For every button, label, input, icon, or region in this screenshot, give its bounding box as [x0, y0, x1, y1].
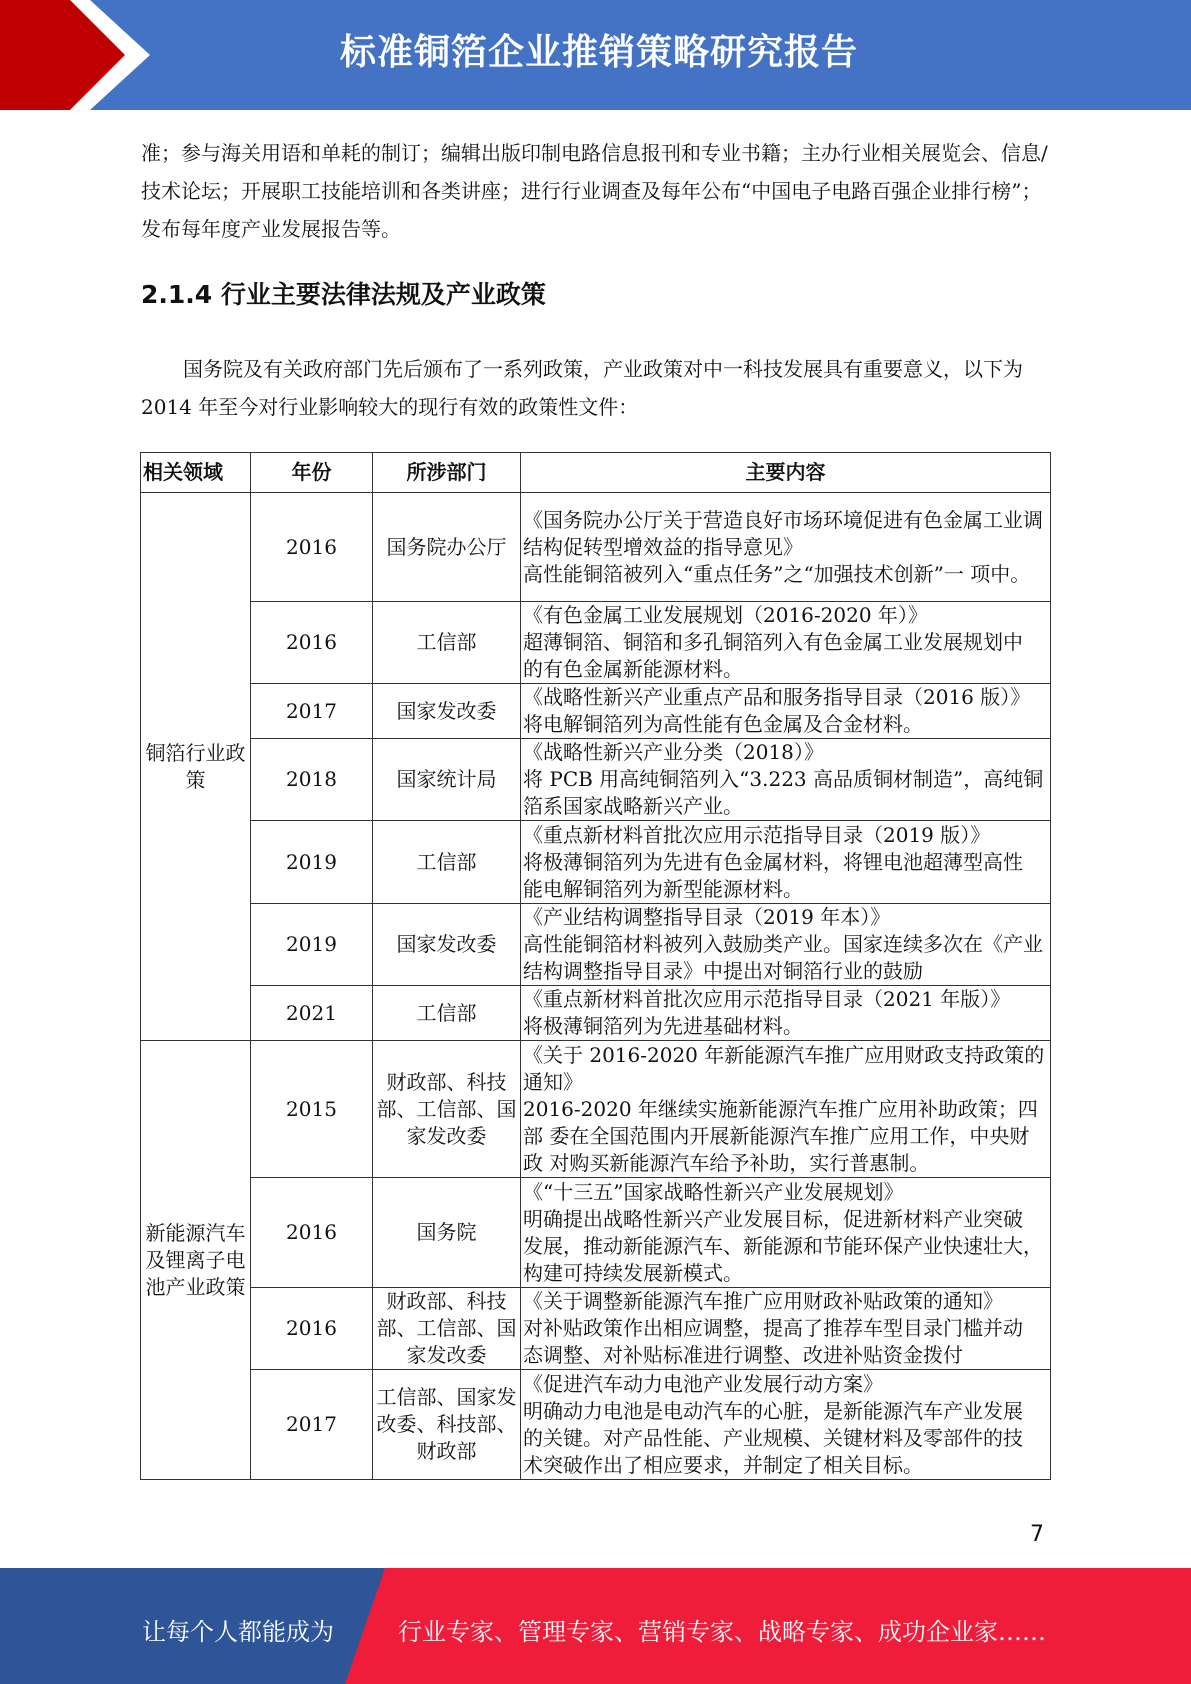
header-content: 主要内容 — [521, 453, 1051, 493]
dept-cell: 国家发改委 — [373, 684, 521, 739]
dept-cell: 财政部、科技部、工信部、国 家发改委 — [373, 1288, 521, 1370]
content-description: 超薄铜箔、铜箔和多孔铜箔列入有色金属工业发展规划中 的有色金属新能源材料。 — [523, 630, 1023, 681]
field-cell: 新能源汽车及锂离子电池产业政策 — [141, 1041, 251, 1480]
table-row — [141, 739, 1051, 821]
content-description: 将极薄铜箔列为先进有色金属材料，将锂电池超薄型高性 能电解铜箔列为新型能源材料。 — [523, 849, 1023, 901]
year-cell: 2015 — [251, 1041, 373, 1178]
document-title: 《关于调整新能源汽车推广应用财政补贴政策的通知》 — [523, 1289, 1003, 1313]
content-cell — [521, 684, 1051, 739]
table-row — [141, 493, 1051, 602]
section-heading: 2.1.4 行业主要法律法规及产业政策 — [141, 280, 546, 309]
table-row — [141, 904, 1051, 986]
year-cell: 2021 — [251, 986, 373, 1041]
content-description: 将 PCB 用高纯铜箔列入“3.223 高品质铜材制造”，高纯铜 箔系国家战略新兴产业。 — [523, 767, 1044, 818]
year-cell: 2019 — [251, 904, 373, 986]
dept-cell: 工信部 — [373, 986, 521, 1041]
year-cell: 2016 — [251, 602, 373, 684]
table-row — [141, 602, 1051, 684]
dept-cell: 工信部 — [373, 602, 521, 684]
content-cell — [521, 821, 1051, 904]
content-description: 将极薄铜箔列为先进基础材料。 — [523, 1014, 803, 1038]
dept-cell: 工信部、国家发 改委、科技部、 财政部 — [373, 1370, 521, 1480]
header-field: 相关领域 — [141, 453, 251, 493]
content-cell — [521, 1288, 1051, 1370]
document-title: 《重点新材料首批次应用示范指导目录（2021 年版）》 — [523, 987, 1011, 1011]
table-row — [141, 1041, 1051, 1178]
dept-cell: 国务院 — [373, 1178, 521, 1288]
year-cell: 2017 — [251, 1370, 373, 1480]
field-cell: 铜箔行业政策 — [141, 493, 251, 1041]
content-description: 将电解铜箔列为高性能有色金属及合金材料。 — [523, 712, 923, 736]
content-cell — [521, 986, 1051, 1041]
content-description: 高性能铜箔材料被列入鼓励类产业。国家连续多次在《产业 结构调整指导目录》中提出对铜箔行业的鼓励 — [523, 932, 1043, 983]
content-description: 2016-2020 年继续实施新能源汽车推广应用补助政策；四部 委在全国范围内开展新能源汽车推广应用工作，中央财政 对购买新能源汽车给予补助，实行普惠制。 — [523, 1096, 1038, 1175]
page-footer — [0, 1568, 1191, 1684]
document-title: 《“十三五”国家战略性新兴产业发展规划》 — [523, 1179, 904, 1204]
document-title: 《国务院办公厅关于营造良好市场环境促进有色金属工业调结构促转型增效益的指导意见》 — [523, 507, 1043, 559]
content-cell — [521, 1041, 1051, 1178]
year-cell: 2017 — [251, 684, 373, 739]
dept-cell: 国务院办公厅 — [373, 493, 521, 602]
dept-cell: 工信部 — [373, 821, 521, 904]
table-row — [141, 1288, 1051, 1370]
section-paragraph: 国务院及有关政府部门先后颁布了一系列政策，产业政策对中一科技发展具有重要意义，以下为 2014 年至今对行业影响较大的现行有效的政策性文件： — [141, 357, 1023, 419]
table-row — [141, 821, 1051, 904]
table-row — [141, 1370, 1051, 1480]
content-cell — [521, 904, 1051, 986]
header-title: 标准铜箔企业推销策略研究报告 — [340, 32, 859, 73]
content-cell — [521, 493, 1051, 602]
footer-slogan-right: 行业专家、管理专家、营销专家、战略专家、成功企业家…… — [398, 1618, 1046, 1646]
table-header-row — [141, 453, 1051, 493]
intro-paragraph: 准；参与海关用语和单耗的制订；编辑出版印制电路信息报刊和专业书籍；主办行业相关展览会、信息/技术论坛；开展职工技能培训和各类讲座；进行行业调查及每年公布“中国电子电路百强企业排行榜”；发布每年度产业发展报告等。 — [141, 141, 1048, 241]
header-arrow-decoration — [0, 0, 160, 110]
content-description: 明确动力电池是电动汽车的心脏，是新能源汽车产业发展 的关键。对产品性能、产业规模、关键材料及零部件的技 术突破作出了相应要求，并制定了相关目标。 — [523, 1398, 1023, 1477]
document-title: 《产业结构调整指导目录（2019 年本）》 — [523, 905, 891, 929]
table-row — [141, 684, 1051, 739]
document-title: 《战略性新兴产业分类（2018）》 — [523, 740, 824, 764]
dept-cell: 国家统计局 — [373, 739, 521, 821]
content-cell — [521, 1370, 1051, 1480]
page-header — [0, 0, 1191, 110]
year-cell: 2016 — [251, 493, 373, 602]
year-cell: 2019 — [251, 821, 373, 904]
year-cell: 2016 — [251, 1178, 373, 1288]
header-year: 年份 — [251, 453, 373, 493]
table-row — [141, 986, 1051, 1041]
document-title: 《关于 2016-2020 年新能源汽车推广应用财政支持政策的 通知》 — [523, 1042, 1045, 1094]
document-title: 《重点新材料首批次应用示范指导目录（2019 版）》 — [523, 822, 991, 847]
content-description: 高性能铜箔被列入“重点任务”之“加强技术创新”一 项中。 — [523, 561, 1031, 586]
content-cell — [521, 1178, 1051, 1288]
dept-cell: 国家发改委 — [373, 904, 521, 986]
content-cell — [521, 739, 1051, 821]
document-title: 《促进汽车动力电池产业发展行动方案》 — [523, 1371, 883, 1396]
year-cell: 2018 — [251, 739, 373, 821]
document-title: 《战略性新兴产业重点产品和服务指导目录（2016 版）》 — [523, 685, 1031, 709]
document-title: 《有色金属工业发展规划（2016-2020 年）》 — [523, 603, 928, 627]
content-description: 明确提出战略性新兴产业发展目标，促进新材料产业突破 发展，推动新能源汽车、新能源和节能环保产业快速壮大， 构建可持续发展新模式。 — [523, 1206, 1043, 1285]
header-dept: 所涉部门 — [373, 453, 521, 493]
footer-slogan-left: 让每个人都能成为 — [142, 1618, 334, 1646]
dept-cell: 财政部、科技部、工信部、国 家发改委 — [373, 1041, 521, 1178]
content-description: 对补贴政策作出相应调整，提高了推荐车型目录门槛并动 态调整、对补贴标准进行调整、改进补贴资金拨付 — [523, 1316, 1023, 1367]
year-cell: 2016 — [251, 1288, 373, 1370]
page-number: 7 — [1030, 1522, 1044, 1547]
content-cell — [521, 602, 1051, 684]
table-row — [141, 1178, 1051, 1288]
policy-table — [140, 452, 1051, 1480]
